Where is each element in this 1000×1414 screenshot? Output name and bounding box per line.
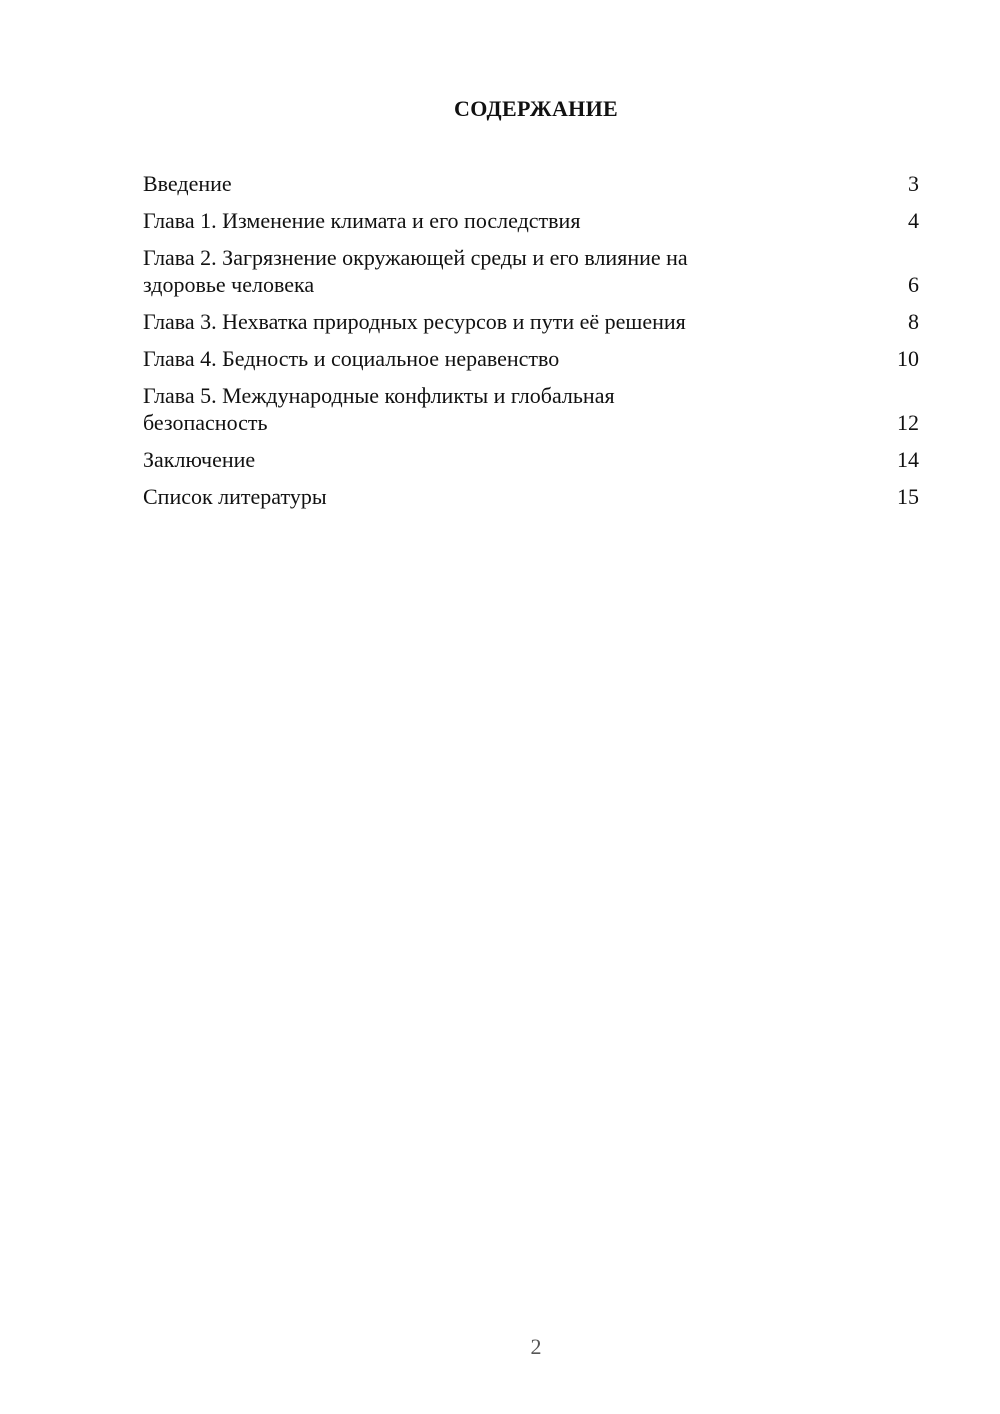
- toc-entry-text: Глава 5. Международные конфликты и глобальная безопасность: [143, 383, 615, 435]
- toc-entry-chapter-4: [143, 345, 919, 372]
- toc-entry-references: [143, 483, 919, 510]
- toc-title: СОДЕРЖАНИЕ: [454, 96, 618, 121]
- toc-entry-page-number: 12: [897, 410, 919, 435]
- toc-entry-chapter-3: [143, 308, 919, 335]
- toc-entry-text: Глава 4. Бедность и социальное неравенство: [143, 346, 560, 371]
- toc-entry-text: Глава 2. Загрязнение окружающей среды и его влияние на здоровье человека: [143, 245, 688, 297]
- toc-entry-page-number: 6: [908, 272, 919, 297]
- toc-entry-page-number: 4: [908, 208, 919, 233]
- toc-entry-chapter-5: [143, 382, 919, 436]
- table-of-contents: [143, 170, 919, 520]
- page-number: 2: [530, 1334, 542, 1359]
- toc-entry-text: Введение: [143, 171, 232, 196]
- toc-entry-conclusion: [143, 446, 919, 473]
- toc-entry-text: Глава 1. Изменение климата и его последствия: [143, 208, 581, 233]
- toc-entry-introduction: [143, 170, 919, 197]
- toc-entry-chapter-2: [143, 244, 919, 298]
- toc-entry-page-number: 10: [897, 346, 919, 371]
- toc-entry-page-number: 3: [908, 171, 919, 196]
- toc-entry-page-number: 14: [897, 447, 919, 472]
- toc-entry-page-number: 8: [908, 309, 919, 334]
- toc-entry-text: Список литературы: [143, 484, 327, 509]
- toc-entry-text: Глава 3. Нехватка природных ресурсов и пути её решения: [143, 309, 686, 334]
- toc-entry-chapter-1: [143, 207, 919, 234]
- toc-entry-text: Заключение: [143, 447, 256, 472]
- toc-entry-page-number: 15: [897, 484, 919, 509]
